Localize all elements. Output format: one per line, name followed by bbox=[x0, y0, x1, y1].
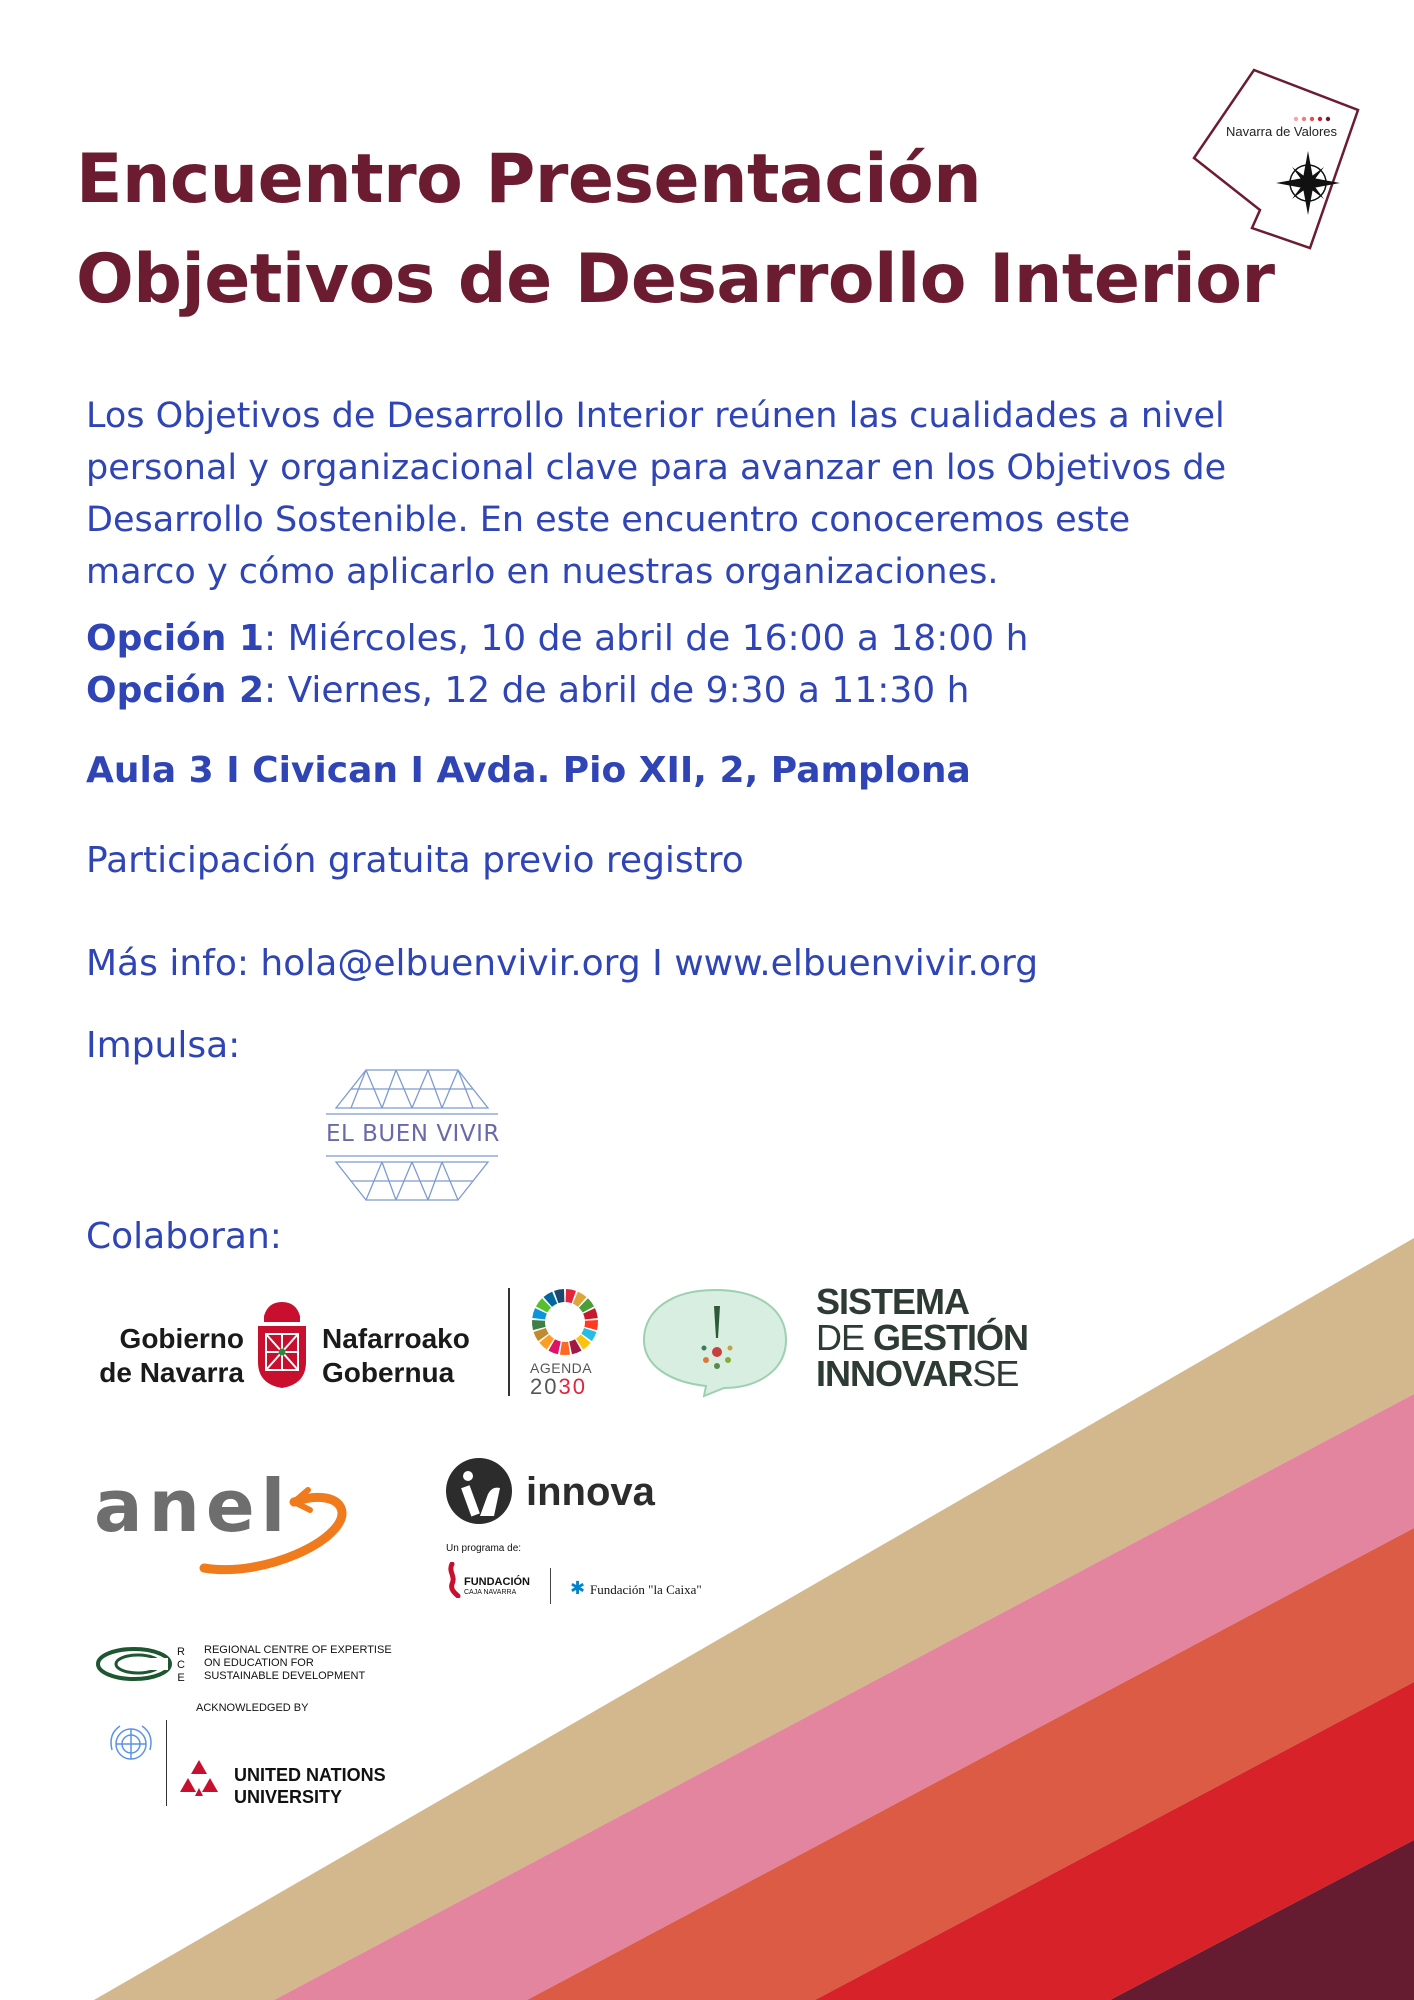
anel-word: anel bbox=[94, 1464, 292, 1548]
option-2-text: : Viernes, 12 de abril de 9:30 a 11:30 h bbox=[264, 670, 970, 711]
innova-logo bbox=[444, 1456, 734, 1616]
innova-text: innova bbox=[526, 1470, 655, 1514]
agenda-year bbox=[530, 1374, 587, 1400]
rce-line-3: SUSTAINABLE DEVELOPMENT bbox=[204, 1670, 366, 1682]
page-title-line-2: Objetivos de Desarrollo Interior bbox=[76, 240, 1275, 319]
page-title-line-1: Encuentro Presentación bbox=[76, 140, 982, 219]
rce-letter-e: E bbox=[177, 1672, 185, 1684]
unu-text bbox=[234, 1764, 386, 1808]
contact-info[interactable]: Más info: hola@elbuenvivir.org I www.elbuenvivir.org bbox=[86, 943, 1039, 984]
agenda-text: AGENDA bbox=[530, 1360, 593, 1376]
gobierno-r1: Nafarroako bbox=[322, 1323, 470, 1354]
speech-bubble-icon bbox=[640, 1286, 790, 1398]
gobierno-left-text bbox=[86, 1322, 244, 1390]
sgi-de: DE bbox=[816, 1317, 865, 1358]
sgi-se: SE bbox=[972, 1353, 1019, 1394]
unu-line-1: UNITED NATIONS bbox=[234, 1765, 386, 1785]
navarra-de-valores-logo bbox=[1180, 50, 1380, 260]
venue-address: Aula 3 I Civican I Avda. Pio XII, 2, Pamplona bbox=[86, 750, 971, 791]
logo-divider bbox=[508, 1288, 510, 1396]
gobierno-r2: Gobernua bbox=[322, 1357, 455, 1388]
sdg-wheel-icon bbox=[524, 1286, 606, 1358]
navarra-coat-of-arms-icon bbox=[254, 1298, 310, 1390]
programa-text: Un programa de: bbox=[446, 1543, 522, 1554]
option-2 bbox=[86, 670, 969, 711]
sdg-wheel-segment bbox=[584, 1320, 598, 1330]
unu-line-2: UNIVERSITY bbox=[234, 1787, 343, 1807]
innova-i-icon bbox=[444, 1456, 516, 1526]
sgi-innovar: INNOVAR bbox=[816, 1353, 973, 1394]
caixa-star-icon: ✱ bbox=[570, 1578, 586, 1599]
sgi-line-2 bbox=[816, 1317, 1029, 1358]
un-divider bbox=[166, 1720, 167, 1806]
rce-ellipse-icon bbox=[96, 1646, 176, 1682]
impulsa-label: Impulsa: bbox=[86, 1025, 241, 1066]
anel-text bbox=[94, 1464, 291, 1548]
gobierno-right-text bbox=[322, 1322, 470, 1390]
sdg-wheel-segment bbox=[532, 1320, 546, 1330]
fundacion-can-icon bbox=[446, 1562, 464, 1598]
fundacion-text: FUNDACIÓN bbox=[464, 1576, 530, 1588]
el-buen-vivir-logo bbox=[322, 1060, 502, 1210]
innovarse-bubble-logo bbox=[640, 1286, 790, 1398]
sgi-line-1: SISTEMA bbox=[816, 1281, 970, 1322]
fundacion-sub-text: CAJA NAVARRA bbox=[464, 1589, 517, 1596]
el-buen-vivir-text: EL BUEN VIVIR bbox=[326, 1121, 500, 1147]
sistema-gestion-innovarse-logo bbox=[816, 1281, 1029, 1394]
anel-logo bbox=[94, 1460, 354, 1590]
agenda-2030-logo bbox=[524, 1286, 606, 1398]
acknowledged-by: ACKNOWLEDGED BY bbox=[196, 1702, 309, 1714]
agenda-year-a: 20 bbox=[530, 1374, 559, 1399]
rce-line-1: REGIONAL CENTRE OF EXPERTISE bbox=[204, 1644, 392, 1656]
agenda-year-b: 30 bbox=[558, 1374, 587, 1399]
sgi-line-3 bbox=[816, 1353, 1028, 1394]
sdg-wheel-segment bbox=[560, 1342, 570, 1355]
un-emblem-icon bbox=[104, 1720, 158, 1770]
colaboran-label: Colaboran: bbox=[86, 1216, 282, 1257]
option-1-label: Opción 1 bbox=[86, 618, 264, 659]
registration-note: Participación gratuita previo registro bbox=[86, 840, 744, 881]
rce-letters bbox=[176, 1646, 186, 1685]
rce-text bbox=[204, 1644, 392, 1683]
caixa-text: Fundación "la Caixa" bbox=[590, 1582, 702, 1597]
option-1 bbox=[86, 618, 1028, 659]
innova-divider bbox=[550, 1568, 551, 1604]
gobierno-l1: Gobierno bbox=[119, 1323, 244, 1354]
rce-letter-c: C bbox=[177, 1659, 185, 1671]
sgi-gestion: GESTIÓN bbox=[873, 1317, 1029, 1358]
rce-letter-r: R bbox=[177, 1646, 185, 1658]
option-2-label: Opción 2 bbox=[86, 670, 264, 711]
logo-text: Navarra de Valores bbox=[1226, 124, 1338, 139]
compass-rose-icon bbox=[1180, 50, 1380, 260]
rce-line-2: ON EDUCATION FOR bbox=[204, 1657, 314, 1669]
gobierno-l2: de Navarra bbox=[99, 1357, 244, 1388]
intro-paragraph: Los Objetivos de Desarrollo Interior reúnen las cualidades a nivel personal y organizacional clave para avanzar en los Objetivos de Desarrollo Sostenible. En este encuentro conoceremos este marco y cómo aplicarlo en nuestras organizaciones. bbox=[86, 396, 1227, 592]
option-1-text: : Miércoles, 10 de abril de 16:00 a 18:00 h bbox=[264, 618, 1029, 659]
rce-logo bbox=[96, 1640, 416, 1820]
unu-triangle-icon bbox=[174, 1758, 224, 1804]
